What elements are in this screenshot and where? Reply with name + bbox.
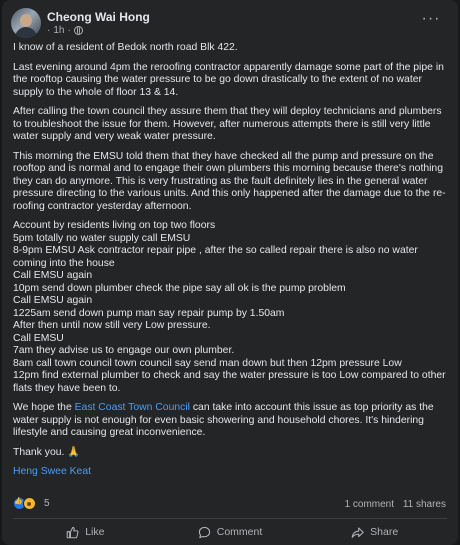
post-header	[2, 0, 458, 42]
post-paragraph: I know of a resident of Bedok north road Blk 422.	[13, 42, 238, 53]
closing-text-end: can take into account this issue as top priority as the water supply is not enough for even basic showering and household chores. It's hindering lifestyle and causing great inconvenience.	[13, 402, 434, 438]
log-line: After then until now still very Low pressure.	[13, 320, 211, 331]
like-icon	[66, 526, 79, 539]
log-line: Account by residents living on top two floors	[13, 220, 216, 231]
log-line: Call EMSU again	[13, 295, 93, 306]
more-options-icon[interactable]: ···	[421, 10, 441, 27]
thanks-text: Thank you. 🙏	[13, 446, 81, 458]
post-time[interactable]: 1h	[53, 25, 65, 36]
meta-separator: ·	[47, 25, 51, 36]
post-card	[2, 0, 458, 545]
reaction-summary[interactable]	[13, 497, 50, 510]
tagged-person-link[interactable]: Heng Swee Keat	[13, 466, 91, 477]
log-line: Call EMSU again	[13, 270, 93, 281]
log-line: 1225am send down pump man say repair pump by 1.50am	[13, 307, 285, 319]
share-count[interactable]: 11 shares	[402, 499, 446, 510]
post-paragraph: After calling the town council they assure them that they will deploy technicians and plumbers to troubleshoot the issue for them. However, after numerous attempts there is still very little water supply and very weak water pressure.	[13, 106, 442, 142]
post-paragraph: This morning the EMSU told them that they have checked all the pump and pressure on the rooftop and is normal and to engage their own plumbers this morning because there's nothing they can do anymore. This is very frustrating as the fault definitely lies in the general water pressure directing to the various units. And this only happened after the damage due to the re-roofing contractor yesterday afternoon.	[13, 150, 446, 212]
comment-count[interactable]: 1 comment	[344, 499, 395, 510]
log-line: 5pm totally no water supply call EMSU	[13, 232, 191, 244]
log-line: 12pm find external plumber to check and say the water pressure is too Low compared to other flats they have been to.	[13, 370, 446, 394]
comment-icon	[198, 526, 211, 539]
reaction-count: 5	[44, 498, 50, 509]
comment-button[interactable]	[158, 519, 303, 545]
log-line: 8-9pm EMSU Ask contractor repair pipe , after the so called repair there is also no water coming into the house	[13, 245, 418, 269]
share-button[interactable]	[302, 519, 447, 545]
log-line: Call EMSU	[13, 332, 64, 344]
globe-icon	[74, 26, 83, 35]
avatar[interactable]	[11, 8, 41, 38]
closing-text-start: We hope the	[13, 402, 75, 413]
meta-separator-2: ·	[67, 25, 71, 36]
action-bar	[13, 519, 447, 545]
post-meta	[47, 25, 83, 36]
log-line: 10pm send down plumber check the pipe say all ok is the pump problem	[13, 282, 346, 294]
like-button[interactable]	[13, 519, 158, 545]
post-body	[13, 42, 447, 479]
log-line: 7am they advise us to engage our own plumber.	[13, 345, 235, 356]
share-label: Share	[370, 526, 399, 538]
town-council-link[interactable]: East Coast Town Council	[74, 402, 190, 413]
comment-label: Comment	[216, 526, 263, 538]
post-paragraph: Last evening around 4pm the reroofing contractor apparently damage some part of the pipe in the rooftop causing the water pressure to be go down drastically to the extent of no water supply to the whole of floor 13 & 14.	[13, 61, 444, 98]
author-name[interactable]: Cheong Wai Hong	[47, 10, 150, 24]
like-label: Like	[85, 526, 105, 538]
log-line: 8am call town council town council say send man down but then 12pm pressure Low	[13, 357, 402, 369]
wow-reaction-icon	[23, 497, 36, 510]
post-stats	[339, 499, 446, 510]
share-icon	[351, 526, 364, 539]
closing-paragraph	[13, 402, 447, 440]
